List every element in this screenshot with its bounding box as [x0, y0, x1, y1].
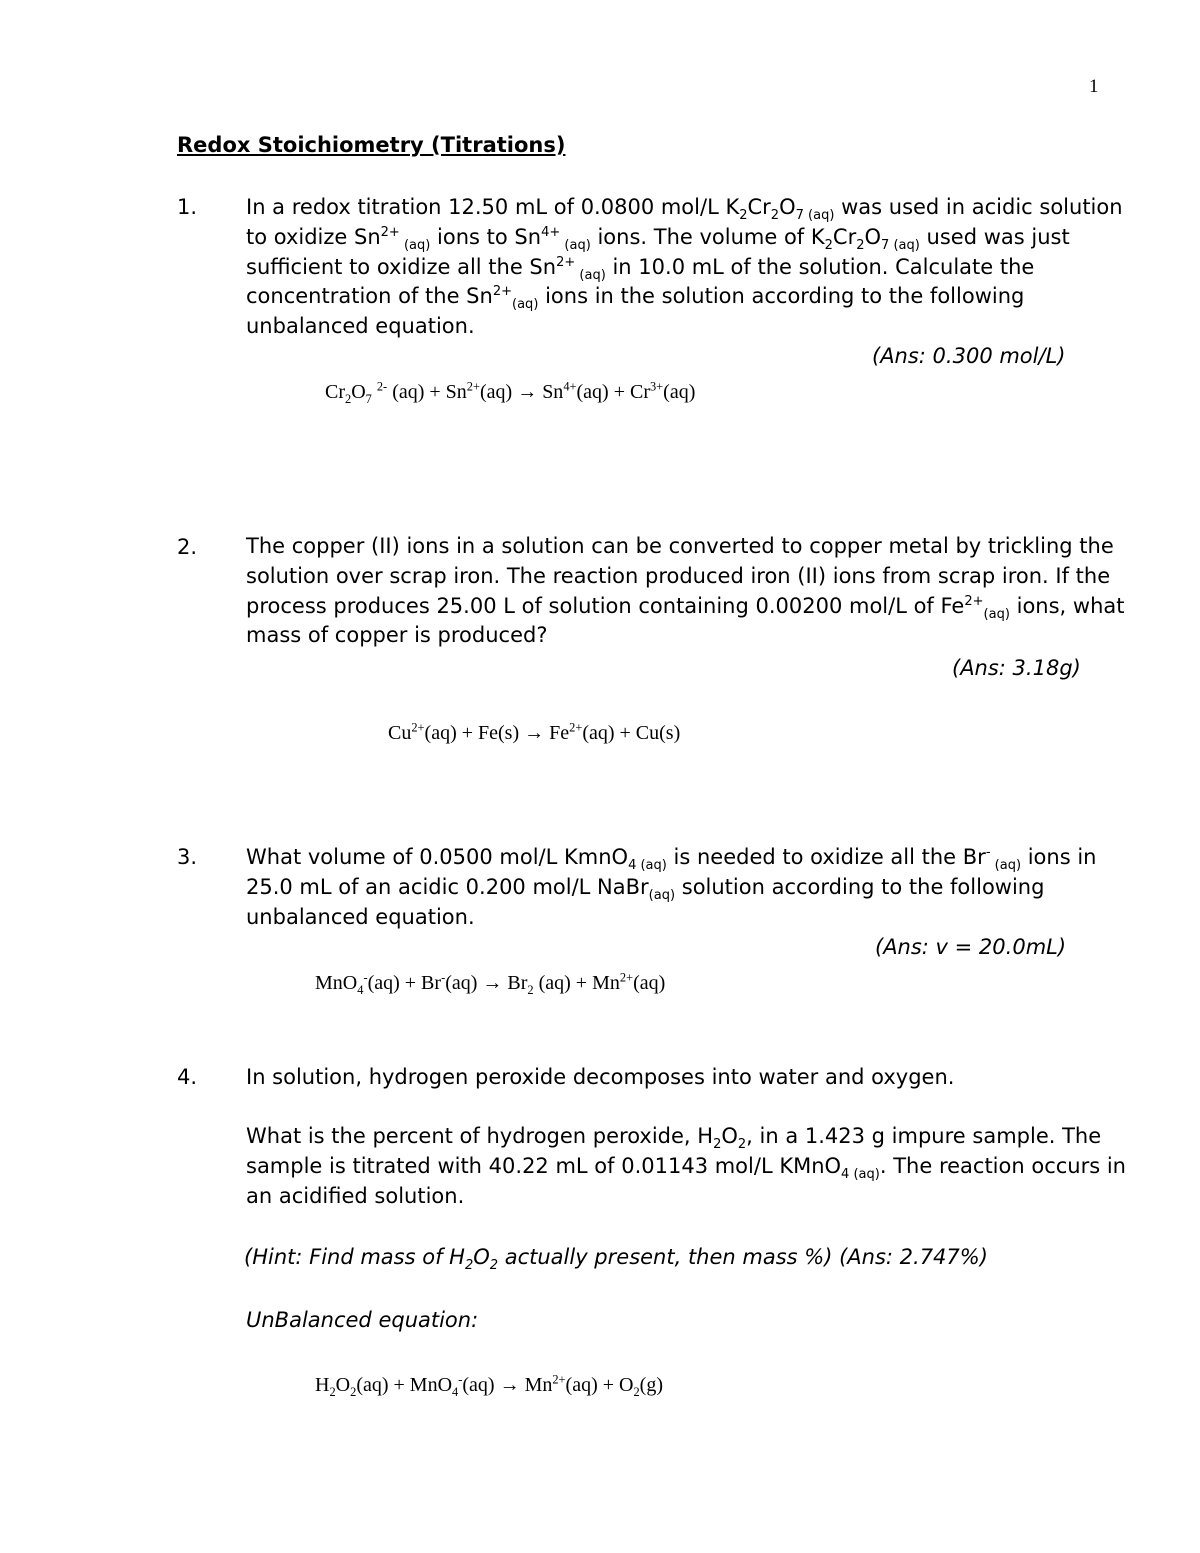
question-4-equation: $H_2O_2(aq) + MnO_4^-(aq) \to Mn^{2+}(aq) + O_2(g)$ — [315, 1372, 663, 1399]
question-2-number: 2. — [177, 535, 198, 559]
arrow-icon: → — [517, 381, 538, 403]
arrow-icon: → — [524, 722, 545, 744]
question-1-text: In a redox titration 12.50 mL of 0.0800 mol/L $K_2Cr_2O_{7 (aq)}$ was used in acidic solution to oxidize $Sn^{2+}$ $_{(aq)}$ ions to $Sn^{4+}$ $_{(aq)}$ ions. The volume of $K_2Cr_2O_{7 (aq)}$ used was just sufficient to oxidize all the $Sn^{2+}$ $_{(aq)}$ in 10.0 mL of the solution. Calculate the concentration of the $Sn^{2+}_{(aq)}$ ions in the solution according to the following unbalanced equation. — [246, 195, 1123, 339]
question-4-number: 4. — [177, 1065, 198, 1089]
question-1-number: 1. — [177, 195, 198, 219]
arrow-icon: → — [499, 1374, 520, 1396]
arrow-icon: → — [482, 972, 503, 994]
question-1-answer: (Ans: 0.300 mol/L) — [872, 344, 1066, 368]
question-1-equation: $Cr_2O_7$ $^{2-}$ $(aq) + Sn^{2+}(aq) \to Sn^{4+}(aq) + Cr^{3+}(aq)$ — [325, 379, 696, 406]
question-3-answer: (Ans: v = 20.0mL) — [875, 935, 1067, 959]
question-2-answer: (Ans: 3.18g) — [952, 656, 1081, 680]
question-3-equation: $MnO_4^-(aq) + Br^-(aq) \to Br_2$ $(aq) + Mn^{2+}(aq)$ — [315, 970, 666, 997]
question-2-text: The copper (II) ions in a solution can be converted to copper metal by trickling the solution over scrap iron. The reaction produced iron (II) ions from scrap iron. If the process produces 25.00 L of solution containing 0.00200 mol/L of $Fe^{2+}_{(aq)}$ ions, what mass of copper is produced? — [246, 534, 1125, 648]
question-2-equation: $Cu^{2+}(aq) + Fe(s) \to Fe^{2+}(aq) + Cu(s)$ — [388, 720, 681, 744]
question-4-unbalanced-label: UnBalanced equation: — [246, 1308, 479, 1332]
page-title: Redox Stoichiometry (Titrations) — [177, 133, 566, 157]
question-3-text: What volume of 0.0500 mol/L KmnO$_{4 (aq)}$ is needed to oxidize all the Br- $_{(aq)}$ ions in 25.0 mL of an acidic 0.200 mol/L NaBr$_{(aq)}$ solution according to the following unbalanced equation. — [246, 845, 1097, 929]
page-number: 1 — [1089, 76, 1099, 97]
question-4-text: What is the percent of hydrogen peroxide, $H_2O_2$, in a 1.423 g impure sample. The sample is titrated with 40.22 mL of 0.01143 mol/L KMnO$_{4 (aq)}$. The reaction occurs in an acidified solution. — [246, 1124, 1126, 1208]
question-4-hint: (Hint: Find mass of $H_2O_2$ actually present, then mass %) (Ans: 2.747%) — [244, 1245, 988, 1274]
question-3-number: 3. — [177, 845, 198, 869]
question-4-intro: In solution, hydrogen peroxide decomposes into water and oxygen. — [246, 1065, 955, 1089]
